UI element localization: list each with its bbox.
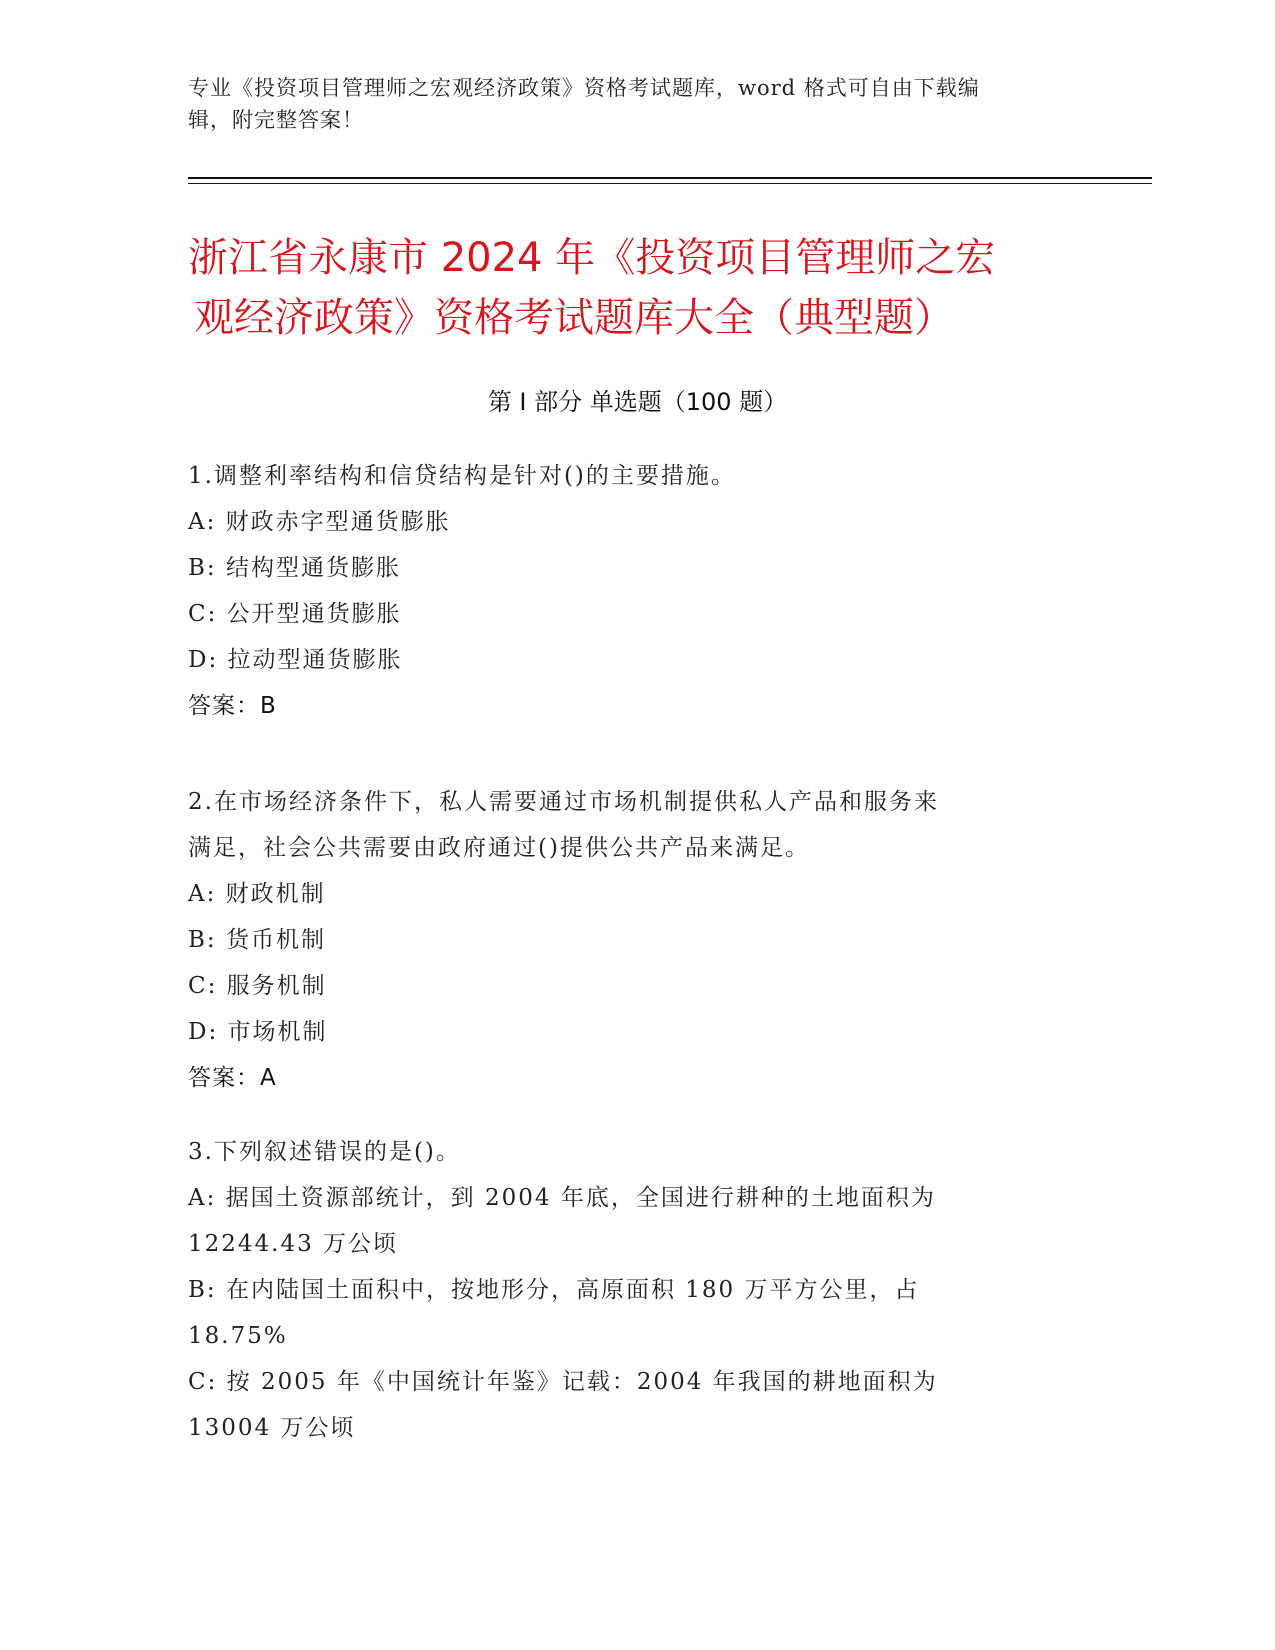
document-title-line-2: 观经济政策》资格考试题库大全（典型题） xyxy=(194,295,954,341)
question-2 xyxy=(188,779,1088,1101)
header-note-line-2: 辑，附完整答案！ xyxy=(188,108,364,132)
question-stem-line-1: 2.在市场经济条件下，私人需要通过市场机制提供私人产品和服务来 xyxy=(188,789,939,815)
option-a: A: 财政机制 xyxy=(188,881,326,907)
option-b: B: 结构型通货膨胀 xyxy=(188,555,401,581)
option-c-line-1: C: 按 2005 年《中国统计年鉴》记载：2004 年我国的耕地面积为 xyxy=(188,1369,938,1395)
header-rule-thick xyxy=(188,177,1152,179)
section-heading: 第 I 部分 单选题（100 题） xyxy=(487,388,788,416)
option-d: D: 市场机制 xyxy=(188,1019,328,1045)
option-b-line-1: B: 在内陆国土面积中，按地形分，高原面积 180 万平方公里，占 xyxy=(188,1277,920,1303)
option-c-line-2: 13004 万公顷 xyxy=(188,1415,356,1441)
option-b-line-2: 18.75% xyxy=(188,1323,288,1349)
header-rule-thin xyxy=(188,183,1152,184)
option-d: D: 拉动型通货膨胀 xyxy=(188,647,403,673)
option-a: A: 财政赤字型通货膨胀 xyxy=(188,509,451,535)
question-3 xyxy=(188,1129,1088,1451)
header-note xyxy=(188,72,1068,136)
header-note-line-1: 专业《投资项目管理师之宏观经济政策》资格考试题库，word 格式可自由下载编 xyxy=(188,76,980,100)
option-a-line-1: A: 据国土资源部统计，到 2004 年底，全国进行耕种的土地面积为 xyxy=(188,1185,936,1211)
option-b: B: 货币机制 xyxy=(188,927,326,953)
option-c: C: 服务机制 xyxy=(188,973,327,999)
answer-label: 答案：B xyxy=(188,693,277,719)
document-title-line-1: 浙江省永康市 2024 年《投资项目管理师之宏 xyxy=(188,235,996,281)
question-1 xyxy=(188,453,1088,729)
answer-label: 答案：A xyxy=(188,1065,277,1091)
question-stem: 1.调整利率结构和信贷结构是针对()的主要措施。 xyxy=(188,463,736,489)
option-a-line-2: 12244.43 万公顷 xyxy=(188,1231,399,1257)
question-stem: 3.下列叙述错误的是()。 xyxy=(188,1139,461,1165)
document-title xyxy=(188,228,1088,348)
option-c: C: 公开型通货膨胀 xyxy=(188,601,402,627)
question-stem-line-2: 满足，社会公共需要由政府通过()提供公共产品来满足。 xyxy=(188,835,810,861)
